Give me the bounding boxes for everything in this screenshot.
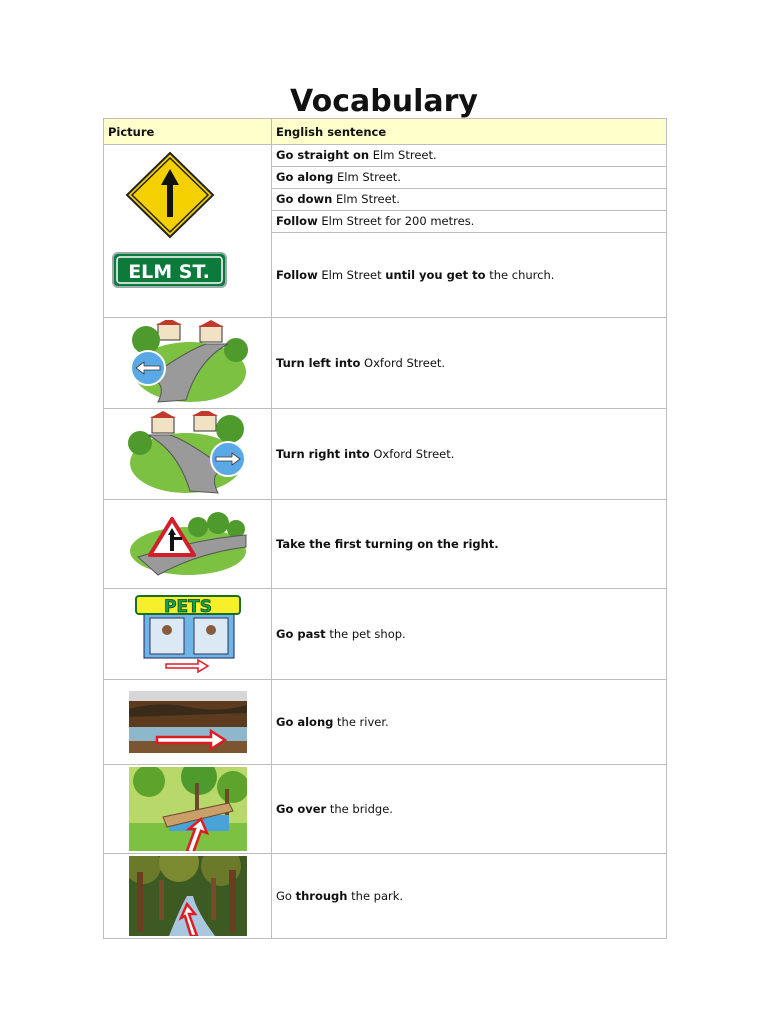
table-row <box>104 589 667 680</box>
park-icon <box>129 856 247 936</box>
straight-ahead-sign-icon <box>108 147 276 315</box>
table-row <box>104 680 667 765</box>
picture-cell <box>104 854 272 939</box>
table-row <box>104 145 667 318</box>
picture-cell <box>104 145 272 318</box>
table-row <box>104 765 667 854</box>
page-title: Vocabulary <box>290 84 478 119</box>
turn-left-road-icon <box>128 320 248 406</box>
bridge-icon <box>129 767 247 851</box>
sentence-go-through: Go through the park. <box>272 854 667 939</box>
sentence-go-down: Go down Elm Street. <box>272 189 666 211</box>
pet-shop-icon <box>128 592 248 676</box>
header-picture: Picture <box>104 119 272 145</box>
sentence-turn-left: Turn left into Oxford Street. <box>272 318 667 409</box>
picture-cell <box>104 318 272 409</box>
street-sign-text: ELM ST. <box>128 261 210 283</box>
sentence-turn-right: Turn right into Oxford Street. <box>272 409 667 500</box>
sentence-go-straight-on: Go straight on Elm Street. <box>272 145 666 167</box>
river-icon <box>129 691 247 753</box>
table-row <box>104 854 667 939</box>
sentence-go-along-elm: Go along Elm Street. <box>272 167 666 189</box>
sentence-go-over: Go over the bridge. <box>272 765 667 854</box>
sentence-follow-until: Follow Elm Street until you get to the church. <box>276 268 555 282</box>
elm-street-sign-icon <box>113 253 226 287</box>
picture-cell <box>104 680 272 765</box>
junction-warning-sign-icon <box>128 509 248 579</box>
picture-cell <box>104 589 272 680</box>
picture-cell <box>104 765 272 854</box>
table-row <box>104 409 667 500</box>
sentence-follow-200: Follow Elm Street for 200 metres. <box>272 211 666 233</box>
pets-sign-text: PETS <box>163 597 212 617</box>
picture-cell <box>104 409 272 500</box>
table-row <box>104 500 667 589</box>
turn-right-road-icon <box>128 411 248 497</box>
sentence-go-along-river: Go along the river. <box>272 680 667 765</box>
table-header-row <box>104 119 667 145</box>
picture-cell <box>104 500 272 589</box>
header-english-sentence: English sentence <box>272 119 667 145</box>
sentence-cell-group <box>272 145 667 318</box>
table-row <box>104 318 667 409</box>
vocabulary-table <box>103 118 667 939</box>
sentence-first-turning: Take the first turning on the right. <box>272 500 667 589</box>
sentence-go-past: Go past the pet shop. <box>272 589 667 680</box>
